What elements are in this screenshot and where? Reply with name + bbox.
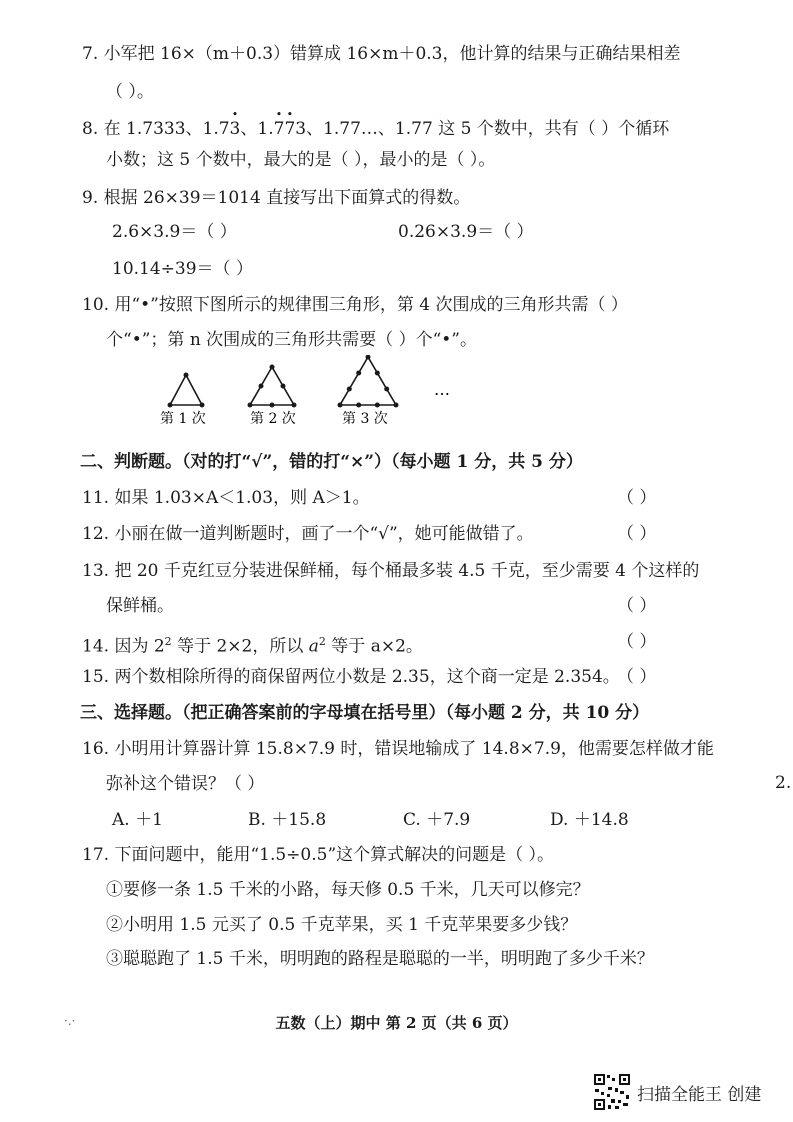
- question-16-line-1: 16. 小明用计算器计算 15.8×7.9 时，错误地输成了 14.8×7.9，他需要怎样做才能: [82, 739, 714, 759]
- ellipsis: …: [434, 380, 450, 399]
- footer-dots: ·.·: [64, 1014, 76, 1028]
- q14-part: 等于 a×2。: [325, 636, 423, 657]
- question-9-a: 2.6×3.9＝（ ）: [112, 222, 237, 242]
- section-3-heading: 三、选择题。（把正确答案前的字母填在括号里）（每小题 2 分，共 10 分）: [80, 703, 650, 723]
- q14-variable-a: a: [308, 636, 319, 657]
- question-15-paren: （ ）: [617, 667, 657, 687]
- question-13-line-1: 13. 把 20 千克红豆分装进保鲜桶，每个桶最多装 4.5 千克，至少需要 4 个这样的: [82, 561, 700, 581]
- page-footer: 五数（上）期中 第 2 页（共 6 页）: [275, 1014, 518, 1032]
- q14-exponent-2: 2: [318, 635, 326, 648]
- option-c: C. ＋7.9: [403, 810, 471, 830]
- question-17-line-1: 17. 下面问题中，能用“1.5÷0.5”这个算式解决的问题是（ ）。: [82, 845, 555, 865]
- question-11: 11. 如果 1.03×A＜1.03，则 A＞1。: [82, 488, 370, 508]
- repeat-dot: •: [275, 108, 283, 121]
- repeating-digit-3: • 3: [229, 108, 241, 139]
- question-9-b: 0.26×3.9＝（ ）: [398, 222, 534, 242]
- question-10-line-2: 个“•”；第 n 次围成的三角形共需要（ ）个“•”。: [106, 330, 477, 350]
- label-1: 第 1 次: [160, 411, 206, 427]
- repeat-dot: •: [286, 108, 294, 121]
- repeat-dot: •: [231, 108, 239, 121]
- q14-exponent-1: 2: [164, 635, 172, 648]
- question-16-line-2: 弥补这个错误？（ ）: [106, 774, 265, 794]
- side-mark: 2.: [775, 773, 792, 793]
- triangle-1: [168, 373, 205, 408]
- question-7-answer-blank: （ ）。: [106, 82, 154, 102]
- triangle-2: [248, 365, 297, 408]
- question-14-paren: （ ）: [617, 632, 657, 652]
- q14-part: 等于 2×2，所以: [171, 636, 309, 657]
- qr-code-icon: [593, 1073, 631, 1111]
- question-11-paren: （ ）: [617, 488, 657, 508]
- label-2: 第 2 次: [250, 411, 296, 427]
- question-17-item-1: ①要修一条 1.5 千米的小路，每天修 0.5 千米，几天可以修完？: [106, 880, 590, 900]
- q8-text-mid: 、1.: [240, 119, 274, 139]
- question-8-line-1: [82, 108, 670, 141]
- scanner-watermark: [593, 1072, 761, 1112]
- option-d: D. ＋14.8: [550, 810, 629, 830]
- question-13-paren: （ ）: [617, 596, 657, 616]
- question-13-line-2: 保鲜桶。: [106, 596, 174, 616]
- question-8-line-2: 小数；这 5 个数中，最大的是（ ），最小的是（ ）。: [106, 150, 496, 170]
- repeating-digit-7a: • 7: [273, 108, 285, 139]
- option-b: B. ＋15.8: [248, 810, 327, 830]
- q14-part: 14. 因为 2: [82, 636, 165, 657]
- triangle-pattern-figure: [150, 355, 470, 435]
- question-12: 12. 小丽在做一道判断题时，画了一个“√”，她可能做错了。: [82, 524, 534, 544]
- question-17-item-2: ②小明用 1.5 元买了 0.5 千克苹果，买 1 千克苹果要多少钱？: [106, 915, 578, 935]
- question-10-line-1: 10. 用“•”按照下图所示的规律围三角形，第 4 次围成的三角形共需（ ）: [82, 295, 628, 315]
- question-12-paren: （ ）: [617, 524, 657, 544]
- q8-text-end: 3、1.77…、1.77 这 5 个数中，共有（ ）个循环: [295, 119, 670, 139]
- q8-text-start: 8. 在 1.7333、1.7: [82, 119, 230, 139]
- scanner-text: 扫描全能王 创建: [637, 1084, 762, 1105]
- question-9-c: 10.14÷39＝（ ）: [112, 259, 253, 279]
- question-17-item-3: ③聪聪跑了 1.5 千米，明明跑的路程是聪聪的一半，明明跑了多少千米？: [106, 949, 654, 969]
- question-15: 15. 两个数相除所得的商保留两位小数是 2.35，这个商一定是 2.354。: [82, 667, 620, 687]
- label-3: 第 3 次: [342, 411, 388, 427]
- triangle-3: [338, 355, 399, 408]
- question-9-line-1: 9. 根据 26×39＝1014 直接写出下面算式的得数。: [82, 188, 471, 208]
- question-7-line-1: 7. 小军把 16×（m＋0.3）错算成 16×m＋0.3，他计算的结果与正确结果相差: [82, 44, 681, 64]
- repeating-digit-7b: • 7: [284, 108, 296, 139]
- section-2-heading: 二、判断题。（对的打“√”，错的打“×”）（每小题 1 分，共 5 分）: [80, 452, 583, 472]
- option-a: A. ＋1: [112, 810, 163, 830]
- question-14: [82, 630, 423, 659]
